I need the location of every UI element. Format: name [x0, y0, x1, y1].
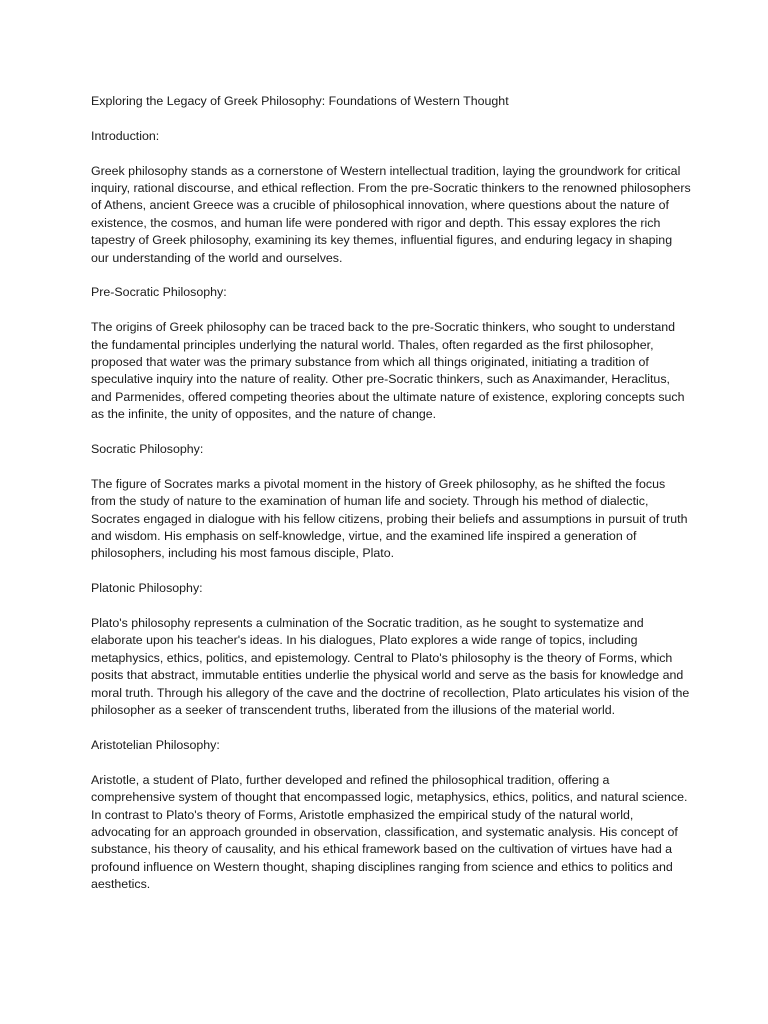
section-heading-pre-socratic: Pre-Socratic Philosophy:: [91, 285, 227, 300]
section-heading-socratic: Socratic Philosophy:: [91, 442, 204, 457]
section-body-aristotelian: Aristotle, a student of Plato, further developed and refined the philosophical tradition, offering a comprehensive system of thought that encompassed logic, metaphysics, ethics, politics, and natural science. In contrast to Plato's theory of Forms, Aristotle emphasized the empirical study of the natural world, advocating for an approach grounded in observation, classification, and systematic analysis. His concept of substance, his theory of causality, and his ethical framework based on the cultivation of virtues have had a profound influence on Western thought, shaping disciplines ranging from science and ethics to politics and aesthetics.: [91, 772, 688, 892]
document-title: Exploring the Legacy of Greek Philosophy: Foundations of Western Thought: [91, 94, 509, 108]
section-body-introduction: Greek philosophy stands as a cornerstone of Western intellectual tradition, laying the groundwork for critical inquiry, rational discourse, and ethical reflection. From the pre-Socratic thinkers to the renowned philosophers of Athens, ancient Greece was a crucible of philosophical innovation, where questions about the nature of existence, the cosmos, and human life were pondered with rigor and depth. This essay explores the rich tapestry of Greek philosophy, examining its key themes, influential figures, and enduring legacy in shaping our understanding of the world and ourselves.: [91, 163, 691, 265]
section-heading-introduction: Introduction:: [91, 128, 160, 143]
document-body: [91, 93, 691, 911]
section-body-pre-socratic: The origins of Greek philosophy can be traced back to the pre-Socratic thinkers, who sought to understand the fundamental principles underlying the natural world. Thales, often regarded as the first philosopher, proposed that water was the primary substance from which all things originated, initiating a tradition of speculative inquiry into the nature of reality. Other pre-Socratic thinkers, such as Anaximander, Heraclitus, and Parmenides, offered competing theories about the ultimate nature of existence, exploring concepts such as the infinite, the unity of opposites, and the nature of change.: [91, 320, 685, 422]
section-body-socratic: The figure of Socrates marks a pivotal moment in the history of Greek philosophy, as he shifted the focus from the study of nature to the examination of human life and society. Through his method of dialectic, Socrates engaged in dialogue with his fellow citizens, probing their beliefs and assumptions in pursuit of truth and wisdom. His emphasis on self-knowledge, virtue, and the examined life inspired a generation of philosophers, including his most famous disciple, Plato.: [91, 476, 688, 561]
section-heading-platonic: Platonic Philosophy:: [91, 581, 203, 596]
section-body-platonic: Plato's philosophy represents a culmination of the Socratic tradition, as he sought to systematize and elaborate upon his teacher's ideas. In his dialogues, Plato explores a wide range of topics, including metaphysics, ethics, politics, and epistemology. Central to Plato's philosophy is the theory of Forms, which posits that abstract, immutable entities underlie the physical world and serve as the basis for knowledge and moral truth. Through his allegory of the cave and the doctrine of recollection, Plato articulates his vision of the philosopher as a seeker of transcendent truths, liberated from the illusions of the material world.: [91, 616, 690, 718]
section-heading-aristotelian: Aristotelian Philosophy:: [91, 737, 220, 752]
